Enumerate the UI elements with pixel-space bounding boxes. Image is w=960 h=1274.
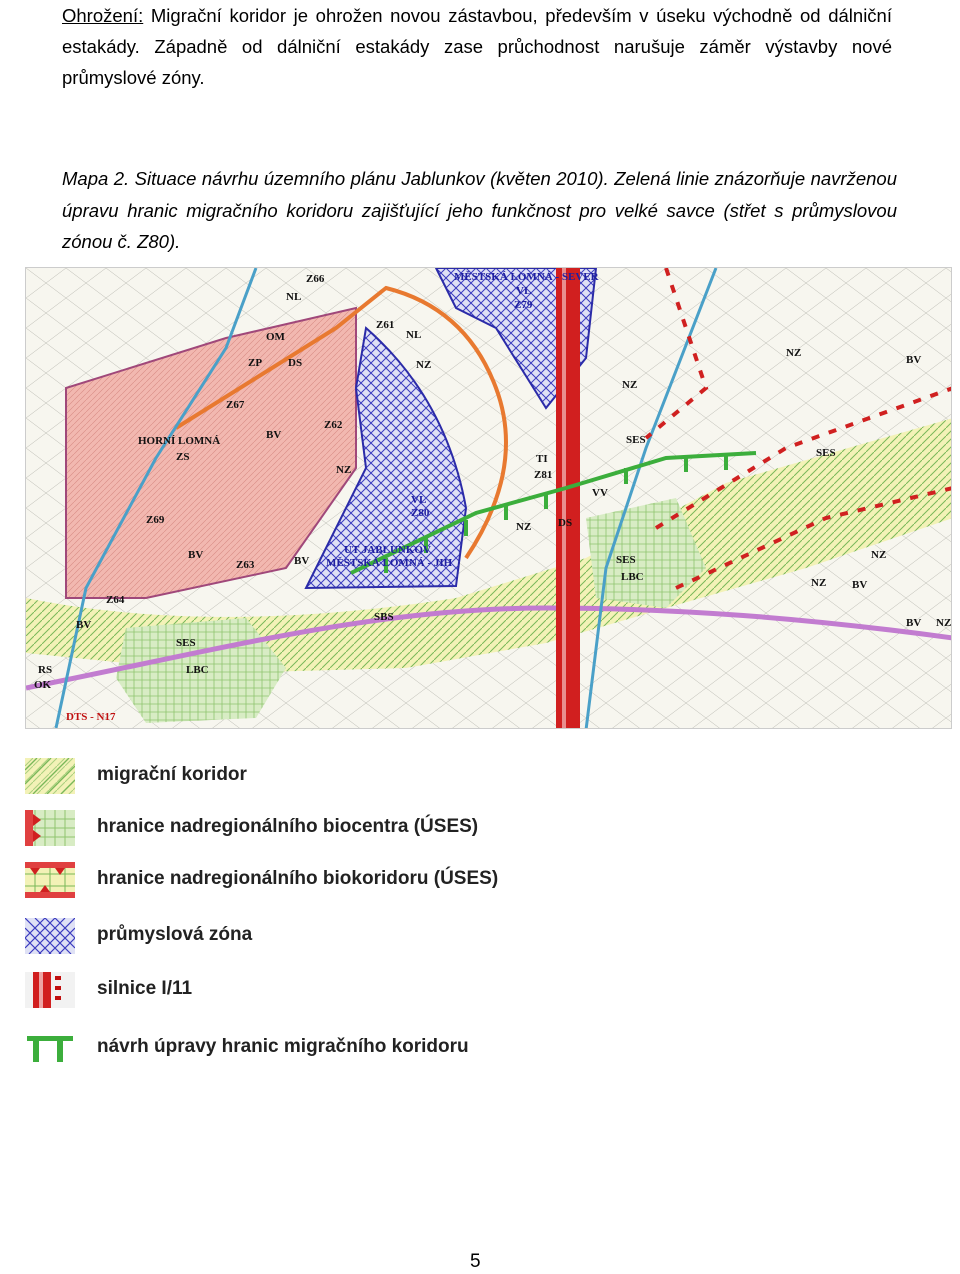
svg-text:NZ: NZ — [871, 549, 887, 561]
svg-text:OK: OK — [34, 679, 52, 691]
svg-text:Z79: Z79 — [514, 299, 533, 311]
svg-text:LBC: LBC — [186, 664, 209, 676]
svg-text:Z64: Z64 — [106, 594, 125, 606]
legend-label: návrh úpravy hranic migračního koridoru — [97, 1036, 469, 1057]
svg-text:VL: VL — [516, 285, 532, 297]
svg-text:DS: DS — [558, 517, 573, 529]
svg-text:LBC: LBC — [621, 571, 644, 583]
svg-text:BV: BV — [266, 429, 282, 441]
svg-text:HORNÍ LOMNÁ: HORNÍ LOMNÁ — [138, 435, 221, 447]
svg-text:MĚSTSKÁ LOMNÁ - JIH: MĚSTSKÁ LOMNÁ - JIH — [326, 557, 453, 569]
biocentre-border-swatch-icon — [25, 810, 75, 846]
migration-corridor-swatch-icon — [25, 758, 75, 794]
svg-text:BV: BV — [852, 579, 868, 591]
svg-text:Z62: Z62 — [324, 419, 343, 431]
svg-text:BV: BV — [906, 354, 922, 366]
legend-label: hranice nadregionálního biokoridoru (ÚSES) — [97, 868, 499, 889]
svg-text:BV: BV — [188, 549, 204, 561]
svg-text:ZP: ZP — [248, 357, 263, 369]
svg-text:SES: SES — [616, 554, 636, 566]
svg-text:Z67: Z67 — [226, 399, 245, 411]
threat-paragraph — [62, 0, 892, 93]
svg-text:TI: TI — [536, 453, 548, 465]
svg-text:SES: SES — [176, 637, 196, 649]
svg-text:BV: BV — [76, 619, 92, 631]
svg-text:NZ: NZ — [622, 379, 638, 391]
svg-text:DTS - N17: DTS - N17 — [66, 711, 116, 723]
legend-item-biocorridor — [25, 862, 585, 902]
road-i11-swatch-icon — [25, 972, 75, 1008]
page-number: 5 — [470, 1251, 481, 1272]
legend-item-industrial-zone — [25, 918, 585, 958]
svg-text:Z63: Z63 — [236, 559, 255, 571]
svg-text:SBS: SBS — [374, 611, 394, 623]
legend-item-biocentre — [25, 810, 585, 850]
svg-text:VV: VV — [592, 487, 608, 499]
legend-item-corridor-adjustment — [25, 1030, 585, 1070]
svg-text:NZ: NZ — [416, 359, 432, 371]
svg-text:MĚSTSKÁ LOMNÁ - SEVER: MĚSTSKÁ LOMNÁ - SEVER — [454, 271, 599, 283]
legend-item-migration-corridor — [25, 758, 585, 798]
threat-text: Migrační koridor je ohrožen novou zástavbou, především v úseku východně od dálniční estakády. Západně od dálniční estakády zase průchodnost narušuje záměr výstavby nové průmyslové zóny. — [62, 5, 892, 88]
legend-label: silnice I/11 — [97, 978, 193, 999]
corridor-adjustment-swatch-icon — [25, 1030, 75, 1066]
svg-text:ZS: ZS — [176, 451, 190, 463]
svg-text:RS: RS — [38, 664, 53, 676]
svg-text:Z69: Z69 — [146, 514, 165, 526]
svg-text:NZ: NZ — [786, 347, 802, 359]
svg-text:NL: NL — [406, 329, 422, 341]
map-caption: Mapa 2. Situace návrhu územního plánu Jablunkov (květen 2010). Zelená linie znázorňuje navrženou úpravu hranic migračního koridoru zajišťující jeho funkčnost pro velké savce (střet s průmyslovou zónou č. Z80). — [62, 168, 897, 252]
svg-text:NZ: NZ — [516, 521, 532, 533]
map-svg — [26, 268, 952, 729]
legend-item-road — [25, 972, 585, 1012]
legend-label: migrační koridor — [97, 764, 247, 785]
legend-label: průmyslová zóna — [97, 924, 253, 945]
svg-text:Z66: Z66 — [306, 273, 325, 285]
svg-text:NL: NL — [286, 291, 302, 303]
svg-text:DS: DS — [288, 357, 303, 369]
industrial-zone-swatch-icon — [25, 918, 75, 954]
biocorridor-border-swatch-icon — [25, 862, 75, 898]
svg-text:BV: BV — [294, 555, 310, 567]
svg-text:UT JABLUNKOV: UT JABLUNKOV — [344, 544, 431, 556]
land-use-map — [25, 267, 952, 729]
svg-text:NZ: NZ — [811, 577, 827, 589]
legend-label: hranice nadregionálního biocentra (ÚSES) — [97, 816, 479, 837]
svg-text:OM: OM — [266, 331, 285, 343]
svg-text:Z61: Z61 — [376, 319, 395, 331]
svg-text:NZ: NZ — [336, 464, 352, 476]
svg-text:NZ: NZ — [936, 617, 952, 629]
svg-text:VL: VL — [411, 494, 427, 506]
svg-text:Z80: Z80 — [411, 507, 430, 519]
svg-text:SES: SES — [816, 447, 836, 459]
svg-text:Z81: Z81 — [534, 469, 553, 481]
svg-text:SES: SES — [626, 434, 646, 446]
threat-label: Ohrožení: — [62, 5, 144, 26]
svg-text:BV: BV — [906, 617, 922, 629]
